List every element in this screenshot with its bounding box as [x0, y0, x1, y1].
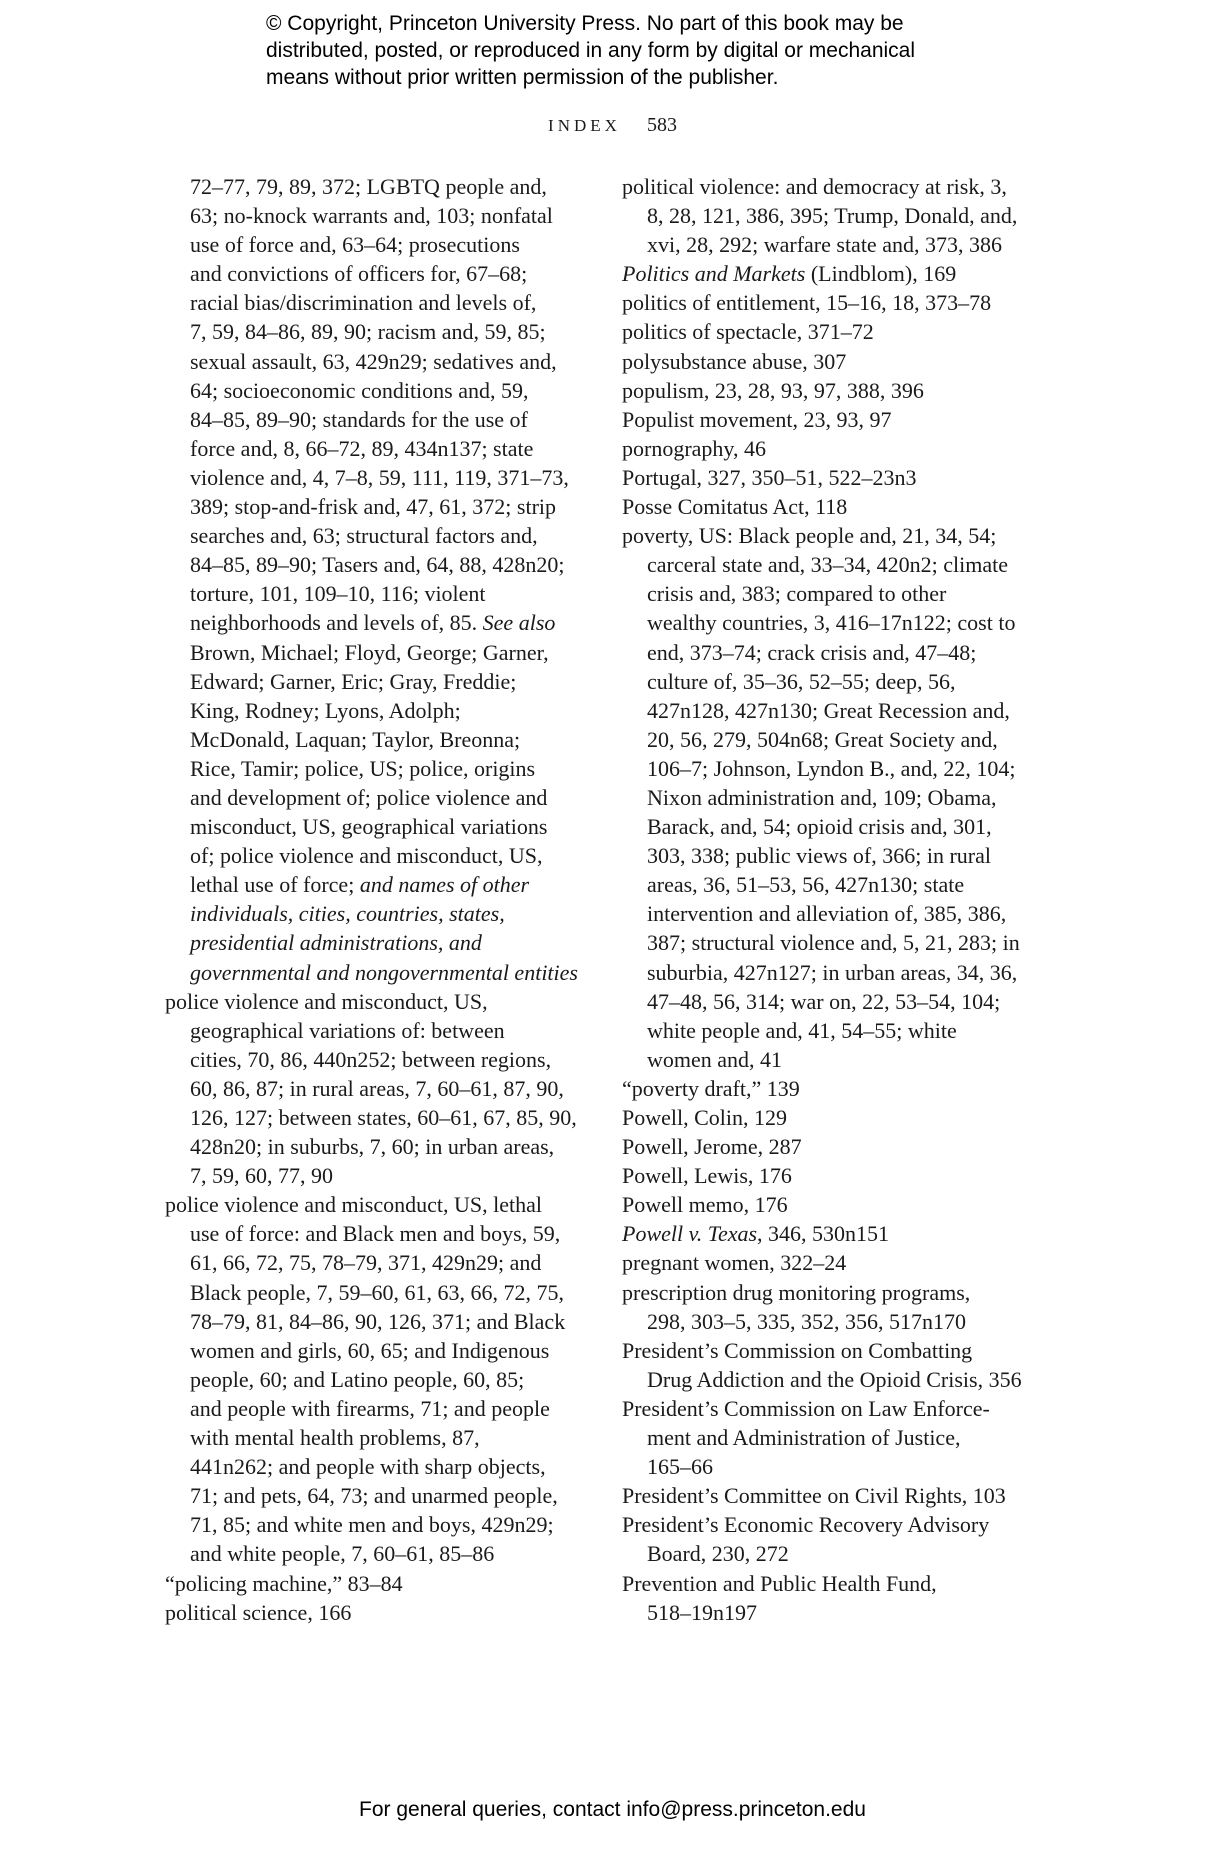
index-line: carceral state and, 33–34, 420n2; climate — [647, 552, 1009, 578]
index-line: women and girls, 60, 65; and Indigenous — [190, 1337, 550, 1363]
index-line: King, Rodney; Lyons, Adolph; — [190, 697, 461, 723]
index-entry-head: political science, 166 — [165, 1599, 352, 1625]
copyright-line: © Copyright, Princeton University Press. No part of this book may be — [266, 12, 904, 35]
index-entry-head: pregnant women, 322–24 — [622, 1250, 847, 1276]
index-line: ment and Administration of Justice, — [647, 1425, 961, 1451]
page-number: 583 — [646, 114, 677, 136]
index-line: wealthy countries, 3, 416–17n122; cost to — [647, 610, 1016, 636]
index-line: 47–48, 56, 314; war on, 22, 53–54, 104; — [647, 988, 1001, 1014]
index-line: crisis and, 383; compared to other — [647, 581, 947, 607]
index-entry-head: Prevention and Public Health Fund, — [622, 1570, 937, 1596]
index-line: 518–19n197 — [647, 1599, 757, 1625]
index-entry-head: President’s Commission on Law Enforce- — [622, 1395, 990, 1421]
index-line: force and, 8, 66–72, 89, 434n137; state — [190, 435, 534, 461]
index-entry-head: politics of entitlement, 15–16, 18, 373–78 — [622, 290, 992, 316]
index-text: lethal use of force; — [190, 872, 355, 898]
index-line: racial bias/discrimination and levels of, — [190, 290, 537, 316]
index-entry-head: Portugal, 327, 350–51, 522–23n3 — [622, 464, 917, 490]
index-entry-head: police violence and misconduct, US, — [165, 988, 488, 1014]
index-line: of; police violence and misconduct, US, — [190, 843, 543, 869]
index-line: 71; and pets, 64, 73; and unarmed people, — [190, 1483, 558, 1509]
index-line: Board, 230, 272 — [647, 1541, 789, 1567]
index-line: and people with firearms, 71; and people — [190, 1395, 550, 1421]
index-entry-head: pornography, 46 — [622, 435, 766, 461]
index-line: 61, 66, 72, 75, 78–79, 371, 429n29; and — [190, 1250, 542, 1276]
index-line: 7, 59, 60, 77, 90 — [190, 1163, 333, 1189]
running-head — [0, 114, 1225, 137]
index-line: areas, 36, 51–53, 56, 427n130; state — [647, 872, 965, 898]
index-italic-text: and names of other — [359, 872, 530, 898]
index-line: 428n20; in suburbs, 7, 60; in urban areas, — [190, 1134, 555, 1160]
index-line: misconduct, US, geographical variations — [190, 814, 548, 840]
index-line: 441n262; and people with sharp objects, — [190, 1454, 546, 1480]
index-line: presidential administrations, and — [190, 930, 482, 956]
running-head-title: INDEX — [548, 116, 621, 135]
copyright-line: means without prior written permission of the publisher. — [266, 66, 779, 89]
index-line: 165–66 — [647, 1454, 713, 1480]
index-line: 64; socioeconomic conditions and, 59, — [190, 377, 529, 403]
index-line: white people and, 41, 54–55; white — [647, 1017, 957, 1043]
index-entry-head — [622, 259, 1122, 288]
index-line: 303, 338; public views of, 366; in rural — [647, 843, 992, 869]
index-line: xvi, 28, 292; warfare state and, 373, 386 — [647, 232, 1002, 258]
index-entry-head: President’s Commission on Combatting — [622, 1337, 973, 1363]
index-entry-head: police violence and misconduct, US, lethal — [165, 1192, 542, 1218]
index-line: 78–79, 81, 84–86, 90, 126, 371; and Black — [190, 1308, 566, 1334]
index-line: 298, 303–5, 335, 352, 356, 517n170 — [647, 1308, 966, 1334]
index-italic-text: Powell v. Texas — [622, 1221, 758, 1247]
index-text: , 346, 530n151 — [757, 1221, 890, 1247]
index-line: sexual assault, 63, 429n29; sedatives and, — [190, 348, 557, 374]
index-line: women and, 41 — [647, 1046, 783, 1072]
index-line: McDonald, Laquan; Taylor, Breonna; — [190, 726, 521, 752]
cross-reference-label: See also — [482, 610, 556, 636]
index-line: 71, 85; and white men and boys, 429n29; — [190, 1512, 554, 1538]
index-line: 84–85, 89–90; standards for the use of — [190, 406, 528, 432]
index-line: with mental health problems, 87, — [190, 1425, 480, 1451]
index-entry-head: Posse Comitatus Act, 118 — [622, 494, 848, 520]
index-line: and development of; police violence and — [190, 784, 548, 810]
index-line: 387; structural violence and, 5, 21, 283; in — [647, 930, 1020, 956]
index-entry-head: populism, 23, 28, 93, 97, 388, 396 — [622, 377, 924, 403]
index-entry-head: “policing machine,” 83–84 — [165, 1570, 403, 1596]
index-line: 84–85, 89–90; Tasers and, 64, 88, 428n20; — [190, 552, 565, 578]
index-line: Edward; Garner, Eric; Gray, Freddie; — [190, 668, 517, 694]
index-entry-head: poverty, US: Black people and, 21, 34, 54; — [622, 523, 997, 549]
index-line: and white people, 7, 60–61, 85–86 — [190, 1541, 495, 1567]
index-line: 427n128, 427n130; Great Recession and, — [647, 697, 1010, 723]
index-line: Black people, 7, 59–60, 61, 63, 66, 72, 75, — [190, 1279, 564, 1305]
index-entry-head: polysubstance abuse, 307 — [622, 348, 847, 374]
index-entry-head: Powell memo, 176 — [622, 1192, 788, 1218]
copyright-notice — [266, 10, 1026, 91]
index-line: use of force and, 63–64; prosecutions — [190, 232, 520, 258]
index-line: culture of, 35–36, 52–55; deep, 56, — [647, 668, 956, 694]
index-line: suburbia, 427n127; in urban areas, 34, 36, — [647, 959, 1018, 985]
index-line: 7, 59, 84–86, 89, 90; racism and, 59, 85; — [190, 319, 546, 345]
index-text: (Lindblom), 169 — [805, 261, 957, 287]
index-column-left — [165, 172, 635, 1627]
index-line: Nixon administration and, 109; Obama, — [647, 784, 997, 810]
index-entry-head: Powell, Colin, 129 — [622, 1105, 788, 1130]
index-line: 389; stop-and-frisk and, 47, 61, 372; strip — [190, 494, 557, 520]
index-entry-head: Powell, Jerome, 287 — [622, 1134, 802, 1160]
index-column-right — [622, 172, 1122, 1627]
copyright-line: distributed, posted, or reproduced in any form by digital or mechanical — [266, 39, 916, 62]
index-line: cities, 70, 86, 440n252; between regions, — [190, 1046, 552, 1072]
index-line: Brown, Michael; Floyd, George; Garner, — [190, 639, 549, 665]
index-line: 72–77, 79, 89, 372; LGBTQ people and, — [190, 174, 547, 199]
index-line: violence and, 4, 7–8, 59, 111, 119, 371–73, — [190, 464, 569, 490]
index-line: 20, 56, 279, 504n68; Great Society and, — [647, 726, 998, 752]
index-line: end, 373–74; crack crisis and, 47–48; — [647, 639, 977, 665]
index-line: governmental and nongovernmental entities — [190, 959, 578, 985]
index-line: geographical variations of: between — [190, 1017, 505, 1043]
index-line: Drug Addiction and the Opioid Crisis, 356 — [647, 1366, 1022, 1392]
footer-contact: For general queries, contact info@press.princeton.edu — [359, 1798, 866, 1821]
index-line: intervention and alleviation of, 385, 386, — [647, 901, 1007, 927]
index-line: and convictions of officers for, 67–68; — [190, 261, 528, 287]
index-line: 126, 127; between states, 60–61, 67, 85, 90, — [190, 1105, 577, 1130]
index-entry-head — [622, 1219, 1122, 1248]
index-line: 63; no-knock warrants and, 103; nonfatal — [190, 203, 553, 229]
index-entry-head: prescription drug monitoring programs, — [622, 1279, 971, 1305]
index-line: 60, 86, 87; in rural areas, 7, 60–61, 87, 90, — [190, 1075, 564, 1101]
index-entry-head: politics of spectacle, 371–72 — [622, 319, 874, 345]
index-line — [165, 608, 635, 637]
index-line: Barack, and, 54; opioid crisis and, 301, — [647, 814, 992, 840]
index-line: use of force: and Black men and boys, 59, — [190, 1221, 561, 1247]
index-entry-head: “poverty draft,” 139 — [622, 1075, 800, 1101]
index-line: 106–7; Johnson, Lyndon B., and, 22, 104; — [647, 755, 1016, 781]
index-entry-head: Powell, Lewis, 176 — [622, 1163, 792, 1189]
index-line: searches and, 63; structural factors and, — [190, 523, 538, 549]
index-text: neighborhoods and levels of, 85. — [190, 610, 478, 636]
index-entry-head: Populist movement, 23, 93, 97 — [622, 406, 892, 432]
index-line — [165, 870, 635, 899]
index-line: people, 60; and Latino people, 60, 85; — [190, 1366, 525, 1392]
index-entry-head: President’s Committee on Civil Rights, 103 — [622, 1483, 1006, 1509]
index-italic-text: Politics and Markets — [622, 261, 806, 287]
index-entry-head: President’s Economic Recovery Advisory — [622, 1512, 990, 1538]
index-line: individuals, cities, countries, states, — [190, 901, 505, 927]
index-line: Rice, Tamir; police, US; police, origins — [190, 755, 536, 781]
index-entry-head: political violence: and democracy at risk, 3, — [622, 174, 1007, 199]
index-line: torture, 101, 109–10, 116; violent — [190, 581, 486, 607]
index-line: 8, 28, 121, 386, 395; Trump, Donald, and, — [647, 203, 1018, 229]
